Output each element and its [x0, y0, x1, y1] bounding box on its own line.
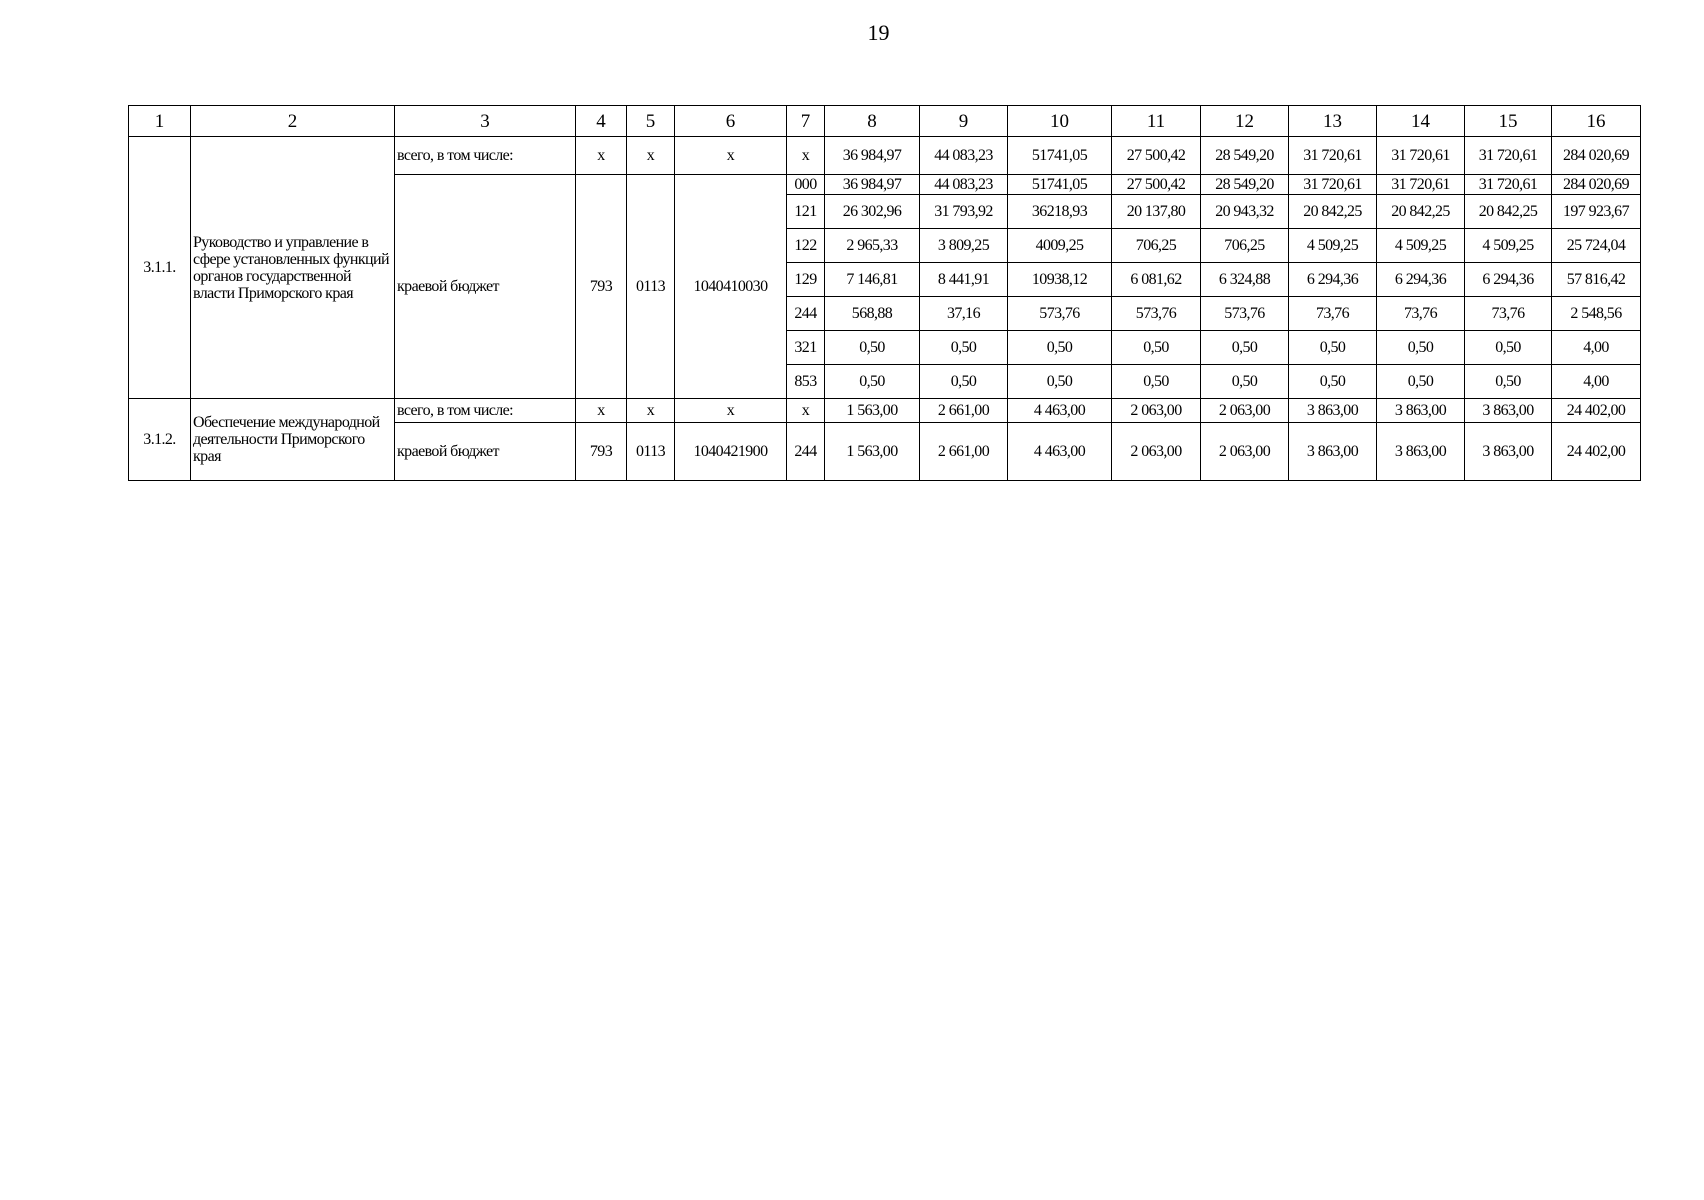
value-cell: 73,76: [1465, 297, 1552, 331]
value-cell: 36218,93: [1008, 195, 1112, 229]
header-cell: 12: [1201, 106, 1289, 137]
value-cell: 51741,05: [1008, 175, 1112, 195]
item-number: 3.1.2.: [129, 399, 191, 481]
value-cell: 36 984,97: [825, 137, 920, 175]
header-cell: 5: [627, 106, 675, 137]
value-cell: 6 324,88: [1201, 263, 1289, 297]
cell-col4: x: [576, 399, 627, 423]
value-cell: 31 793,92: [920, 195, 1008, 229]
value-cell: 25 724,04: [1552, 229, 1641, 263]
value-cell: 0,50: [920, 331, 1008, 365]
value-cell: 8 441,91: [920, 263, 1008, 297]
header-cell: 6: [675, 106, 787, 137]
budget-table: [128, 105, 1641, 481]
value-cell: 0,50: [1289, 365, 1377, 399]
table-row: [129, 399, 1641, 423]
cell-col6: 1040410030: [675, 175, 787, 399]
value-cell: 2 965,33: [825, 229, 920, 263]
cell-col6: 1040421900: [675, 423, 787, 481]
value-cell: 3 809,25: [920, 229, 1008, 263]
cell-col7: x: [787, 137, 825, 175]
value-cell: 568,88: [825, 297, 920, 331]
item-name: Руководство и управление в сфере установленных функций органов государственной власти Приморского края: [191, 137, 395, 399]
value-cell: 3 863,00: [1377, 423, 1465, 481]
value-cell: 31 720,61: [1377, 175, 1465, 195]
value-cell: 36 984,97: [825, 175, 920, 195]
header-cell: 15: [1465, 106, 1552, 137]
value-cell: 0,50: [1112, 365, 1201, 399]
value-cell: 4,00: [1552, 365, 1641, 399]
header-row: [129, 106, 1641, 137]
value-cell: 27 500,42: [1112, 137, 1201, 175]
header-cell: 3: [395, 106, 576, 137]
header-cell: 14: [1377, 106, 1465, 137]
value-cell: 2 548,56: [1552, 297, 1641, 331]
value-cell: 31 720,61: [1289, 137, 1377, 175]
value-cell: 0,50: [1201, 365, 1289, 399]
value-cell: 3 863,00: [1289, 399, 1377, 423]
value-cell: 0,50: [1008, 365, 1112, 399]
header-cell: 11: [1112, 106, 1201, 137]
value-cell: 4 509,25: [1289, 229, 1377, 263]
value-cell: 2 661,00: [920, 423, 1008, 481]
value-cell: 2 661,00: [920, 399, 1008, 423]
cell-col5: 0113: [627, 175, 675, 399]
value-cell: 0,50: [1201, 331, 1289, 365]
value-cell: 0,50: [825, 365, 920, 399]
value-cell: 24 402,00: [1552, 423, 1641, 481]
value-cell: 4 463,00: [1008, 399, 1112, 423]
expense-code: 244: [787, 423, 825, 481]
value-cell: 0,50: [1465, 331, 1552, 365]
header-cell: 16: [1552, 106, 1641, 137]
expense-code: 000: [787, 175, 825, 195]
value-cell: 73,76: [1377, 297, 1465, 331]
item-number: 3.1.1.: [129, 137, 191, 399]
value-cell: 2 063,00: [1112, 423, 1201, 481]
item-name: Обеспечение международной деятельности Приморского края: [191, 399, 395, 481]
source-label: краевой бюджет: [395, 423, 576, 481]
value-cell: 28 549,20: [1201, 175, 1289, 195]
cell-col4: 793: [576, 423, 627, 481]
cell-col4: 793: [576, 175, 627, 399]
value-cell: 37,16: [920, 297, 1008, 331]
expense-code: 129: [787, 263, 825, 297]
value-cell: 573,76: [1112, 297, 1201, 331]
value-cell: 44 083,23: [920, 137, 1008, 175]
cell-col5: x: [627, 137, 675, 175]
table-row: [129, 137, 1641, 175]
value-cell: 20 842,25: [1377, 195, 1465, 229]
value-cell: 31 720,61: [1377, 137, 1465, 175]
header-cell: 9: [920, 106, 1008, 137]
value-cell: 6 294,36: [1465, 263, 1552, 297]
value-cell: 31 720,61: [1289, 175, 1377, 195]
expense-code: 853: [787, 365, 825, 399]
cell-col7: x: [787, 399, 825, 423]
value-cell: 4 509,25: [1377, 229, 1465, 263]
value-cell: 26 302,96: [825, 195, 920, 229]
value-cell: 0,50: [1377, 331, 1465, 365]
value-cell: 1 563,00: [825, 423, 920, 481]
value-cell: 0,50: [1112, 331, 1201, 365]
value-cell: 1 563,00: [825, 399, 920, 423]
value-cell: 3 863,00: [1465, 423, 1552, 481]
header-cell: 2: [191, 106, 395, 137]
value-cell: 0,50: [920, 365, 1008, 399]
value-cell: 4 463,00: [1008, 423, 1112, 481]
value-cell: 0,50: [1008, 331, 1112, 365]
cell-col5: x: [627, 399, 675, 423]
value-cell: 73,76: [1289, 297, 1377, 331]
value-cell: 27 500,42: [1112, 175, 1201, 195]
value-cell: 31 720,61: [1465, 137, 1552, 175]
value-cell: 51741,05: [1008, 137, 1112, 175]
expense-code: 321: [787, 331, 825, 365]
expense-code: 122: [787, 229, 825, 263]
value-cell: 4,00: [1552, 331, 1641, 365]
value-cell: 28 549,20: [1201, 137, 1289, 175]
page-number: 19: [867, 20, 890, 45]
header-cell: 1: [129, 106, 191, 137]
value-cell: 284 020,69: [1552, 175, 1641, 195]
source-total-label: всего, в том числе:: [395, 399, 576, 423]
value-cell: 3 863,00: [1289, 423, 1377, 481]
value-cell: 4009,25: [1008, 229, 1112, 263]
value-cell: 573,76: [1201, 297, 1289, 331]
value-cell: 6 081,62: [1112, 263, 1201, 297]
value-cell: 2 063,00: [1201, 423, 1289, 481]
cell-col5: 0113: [627, 423, 675, 481]
value-cell: 24 402,00: [1552, 399, 1641, 423]
header-cell: 8: [825, 106, 920, 137]
value-cell: 706,25: [1112, 229, 1201, 263]
value-cell: 31 720,61: [1465, 175, 1552, 195]
value-cell: 57 816,42: [1552, 263, 1641, 297]
header-cell: 4: [576, 106, 627, 137]
value-cell: 6 294,36: [1289, 263, 1377, 297]
value-cell: 573,76: [1008, 297, 1112, 331]
value-cell: 197 923,67: [1552, 195, 1641, 229]
value-cell: 0,50: [1289, 331, 1377, 365]
value-cell: 20 943,32: [1201, 195, 1289, 229]
value-cell: 706,25: [1201, 229, 1289, 263]
source-label: краевой бюджет: [395, 175, 576, 399]
value-cell: 2 063,00: [1112, 399, 1201, 423]
header-cell: 7: [787, 106, 825, 137]
value-cell: 20 842,25: [1289, 195, 1377, 229]
value-cell: 0,50: [1465, 365, 1552, 399]
cell-col6: x: [675, 399, 787, 423]
value-cell: 284 020,69: [1552, 137, 1641, 175]
header-cell: 10: [1008, 106, 1112, 137]
value-cell: 3 863,00: [1377, 399, 1465, 423]
value-cell: 44 083,23: [920, 175, 1008, 195]
expense-code: 244: [787, 297, 825, 331]
cell-col4: x: [576, 137, 627, 175]
value-cell: 6 294,36: [1377, 263, 1465, 297]
value-cell: 7 146,81: [825, 263, 920, 297]
value-cell: 2 063,00: [1201, 399, 1289, 423]
value-cell: 20 842,25: [1465, 195, 1552, 229]
source-total-label: всего, в том числе:: [395, 137, 576, 175]
cell-col6: x: [675, 137, 787, 175]
value-cell: 10938,12: [1008, 263, 1112, 297]
value-cell: 0,50: [825, 331, 920, 365]
value-cell: 4 509,25: [1465, 229, 1552, 263]
value-cell: 0,50: [1377, 365, 1465, 399]
value-cell: 20 137,80: [1112, 195, 1201, 229]
header-cell: 13: [1289, 106, 1377, 137]
value-cell: 3 863,00: [1465, 399, 1552, 423]
expense-code: 121: [787, 195, 825, 229]
